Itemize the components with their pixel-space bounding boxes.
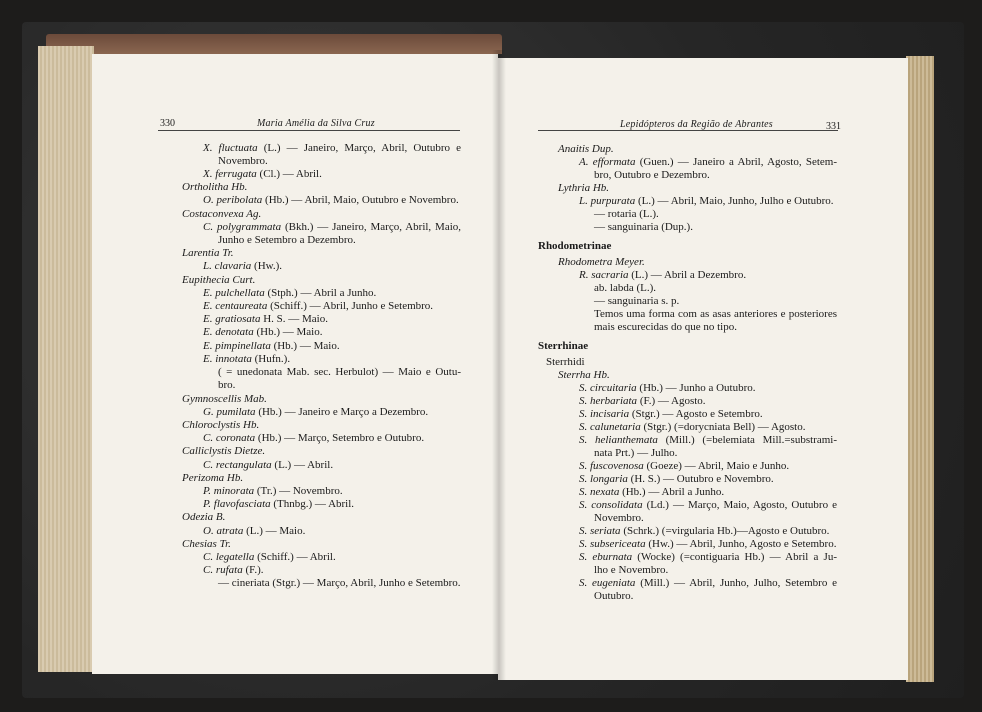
species-name: S. circuitaria — [579, 382, 637, 394]
book-gutter — [492, 50, 506, 680]
species-name: C. legatella — [203, 551, 255, 563]
species-name: S. eugeniata — [579, 577, 636, 589]
species-name: C. rufata — [203, 564, 243, 576]
text-line: S. eburnata (Wocke) (=contiguaria Hb.) — Abril a Ju- — [579, 551, 837, 563]
text-line: S. fuscovenosa (Goeze) — Abril, Maio e Junho. — [579, 460, 790, 472]
running-header: Lepidópteros da Região de Abrantes — [620, 119, 773, 130]
text-line: E. innotata (Hufn.). — [203, 353, 291, 365]
species-name: L. purpurata — [579, 195, 636, 207]
species-name: X. fluctuata — [203, 142, 258, 154]
species-name: S. seriata — [579, 525, 621, 537]
section-heading: Rhodometrinae — [538, 240, 612, 252]
text-line: E. centaureata (Schiff.) — Abril, Junho e Setembro. — [203, 300, 434, 312]
text-line: G. pumilata (Hb.) — Janeiro e Março a Dezembro. — [203, 406, 429, 418]
species-name: E. gratiosata — [203, 313, 261, 325]
genus-line: Eupithecia Curt. — [182, 274, 256, 286]
text-line: S. subsericeata (Hw.) — Abril, Junho, Agosto e Setembro. — [579, 538, 837, 550]
species-name: R. sacraria — [579, 269, 629, 281]
genus-line: Perizoma Hb. — [182, 472, 244, 484]
genus-line: Chesias Tr. — [182, 538, 231, 550]
text-line: Novembro. — [594, 512, 644, 524]
species-name: O. atrata — [203, 525, 244, 537]
text-line: ab. labda (L.). — [594, 282, 656, 294]
genus-line: Gymnoscellis Mab. — [182, 393, 267, 405]
book-top-edge — [46, 34, 502, 54]
genus-line: Sterrha Hb. — [558, 369, 610, 381]
species-name: S. herbariata — [579, 395, 638, 407]
text-line: O. peribolata (Hb.) — Abril, Maio, Outubro e Novembro. — [203, 194, 459, 206]
page-number: 330 — [160, 118, 175, 129]
genus-line: Chloroclystis Hb. — [182, 419, 260, 431]
text-line: — sanguinaria s. p. — [594, 295, 680, 307]
running-header: Maria Amélia da Silva Cruz — [257, 118, 375, 129]
species-name: L. clavaria — [203, 260, 252, 272]
text-line: C. rectangulata (L.) — Abril. — [203, 459, 334, 471]
species-name: X. ferrugata — [203, 168, 257, 180]
text-line: S. helianthemata (Mill.) (=belemiata Mill.=substrami- — [579, 434, 837, 446]
genus-line: Rhodometra Meyer. — [558, 256, 645, 268]
text-line: S. calunetaria (Stgr.) (=dorycniata Bell) — Agosto. — [579, 421, 806, 433]
text-line: O. atrata (L.) — Maio. — [203, 525, 306, 537]
text-line: R. sacraria (L.) — Abril a Dezembro. — [579, 269, 747, 281]
text-line: E. denotata (Hb.) — Maio. — [203, 326, 323, 338]
text-line: Temos uma forma com as asas anteriores e posteriores — [594, 308, 837, 320]
text-line: bro. — [218, 379, 236, 391]
text-line: — sanguinaria (Dup.). — [594, 221, 693, 233]
right-page — [498, 58, 908, 680]
text-line: X. fluctuata (L.) — Janeiro, Março, Abril, Outubro e — [203, 142, 461, 154]
text-line: S. circuitaria (Hb.) — Junho a Outubro. — [579, 382, 756, 394]
species-name: S. subsericeata — [579, 538, 646, 550]
species-name: E. centaureata — [203, 300, 268, 312]
text-line: C. coronata (Hb.) — Março, Setembro e Outubro. — [203, 432, 425, 444]
genus-line: Odezia B. — [182, 511, 226, 523]
species-name: E. pulchellata — [203, 287, 265, 299]
species-name: P. flavofasciata — [203, 498, 271, 510]
text-line: P. flavofasciata (Thnbg.) — Abril. — [203, 498, 355, 510]
text-line: L. clavaria (Hw.). — [203, 260, 283, 272]
text-line: C. legatella (Schiff.) — Abril. — [203, 551, 336, 563]
text-line: mais escurecidas do que no tipo. — [594, 321, 737, 333]
right-page-stack — [906, 56, 934, 682]
species-name: E. denotata — [203, 326, 254, 338]
text-line: nata Prt.) — Julho. — [594, 447, 678, 459]
text-line: A. efformata (Guen.) — Janeiro a Abril, Agosto, Setem- — [579, 156, 837, 168]
species-name: G. pumilata — [203, 406, 256, 418]
text-line: S. eugeniata (Mill.) — Abril, Junho, Julho, Setembro e — [579, 577, 837, 589]
tribe-line: Sterrhidi — [546, 356, 585, 368]
species-name: S. calunetaria — [579, 421, 641, 433]
species-name: O. peribolata — [203, 194, 263, 206]
species-name: C. coronata — [203, 432, 256, 444]
genus-line: Larentia Tr. — [182, 247, 234, 259]
text-line: S. longaria (H. S.) — Outubro e Novembro. — [579, 473, 774, 485]
text-line: S. nexata (Hb.) — Abril a Junho. — [579, 486, 725, 498]
text-line: E. pimpinellata (Hb.) — Maio. — [203, 340, 340, 352]
page-number: 331 — [826, 121, 841, 132]
text-line: E. pulchellata (Stph.) — Abril a Junho. — [203, 287, 377, 299]
text-line: S. seriata (Schrk.) (=virgularia Hb.)—Agosto e Outubro. — [579, 525, 830, 537]
species-name: P. minorata — [203, 485, 255, 497]
text-line: ( = unedonata Mab. sec. Herbulot) — Maio e Outu- — [218, 366, 461, 378]
species-name: A. efformata — [579, 156, 636, 168]
species-name: S. longaria — [579, 473, 628, 485]
text-line: Junho e Setembro a Dezembro. — [218, 234, 356, 246]
text-line: X. ferrugata (Cl.) — Abril. — [203, 168, 322, 180]
text-line: Novembro. — [218, 155, 268, 167]
genus-line: Anaitis Dup. — [558, 143, 614, 155]
species-name: S. eburnata — [579, 551, 633, 563]
text-line: S. incisaria (Stgr.) — Agosto e Setembro. — [579, 408, 763, 420]
species-name: C. rectangulata — [203, 459, 272, 471]
species-name: C. polygrammata — [203, 221, 282, 233]
species-name: S. helianthemata — [579, 434, 658, 446]
species-name: S. incisaria — [579, 408, 630, 420]
text-line: Outubro. — [594, 590, 634, 602]
species-name: S. consolidata — [579, 499, 643, 511]
text-line: S. consolidata (Ld.) — Março, Maio, Agosto, Outubro e — [579, 499, 837, 511]
text-line: E. gratiosata H. S. — Maio. — [203, 313, 328, 325]
header-rule — [538, 130, 838, 131]
species-name: E. pimpinellata — [203, 340, 271, 352]
left-page-stack — [38, 46, 94, 672]
text-line: C. rufata (F.). — [203, 564, 264, 576]
section-heading: Sterrhinae — [538, 340, 589, 352]
species-name: E. innotata — [203, 353, 252, 365]
text-line: bro, Outubro e Dezembro. — [594, 169, 710, 181]
text-line: P. minorata (Tr.) — Novembro. — [203, 485, 343, 497]
text-line: L. purpurata (L.) — Abril, Maio, Junho, Julho e Outubro. — [579, 195, 834, 207]
genus-line: Calliclystis Dietze. — [182, 445, 266, 457]
species-name: S. fuscovenosa — [579, 460, 644, 472]
text-line: — cineriata (Stgr.) — Março, Abril, Junho e Setembro. — [218, 577, 461, 589]
header-rule — [158, 130, 460, 131]
text-line: S. herbariata (F.) — Agosto. — [579, 395, 706, 407]
genus-line: Costaconvexa Ag. — [182, 208, 262, 220]
left-page — [92, 54, 498, 674]
text-line: lho e Novembro. — [594, 564, 669, 576]
genus-line: Lythria Hb. — [558, 182, 610, 194]
species-name: S. nexata — [579, 486, 620, 498]
text-line: — rotaria (L.). — [594, 208, 659, 220]
genus-line: Ortholitha Hb. — [182, 181, 248, 193]
text-line: C. polygrammata (Bkh.) — Janeiro, Março, Abril, Maio, — [203, 221, 462, 233]
